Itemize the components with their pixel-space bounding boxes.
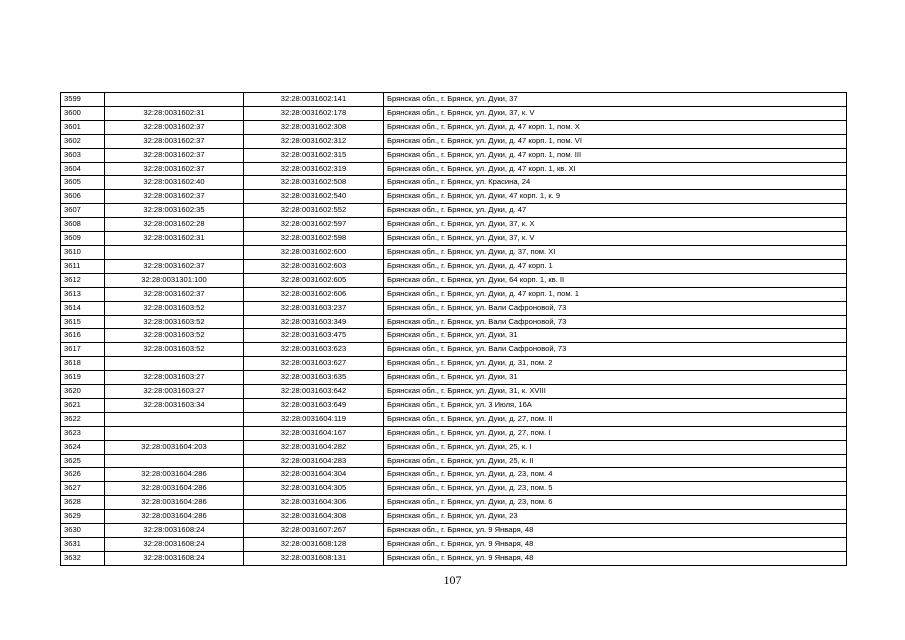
row-number-cell: 3629 xyxy=(61,510,105,524)
table-row xyxy=(61,176,847,190)
parent-cadastral-cell: 32:28:0031603:27 xyxy=(105,371,244,385)
address-cell: Брянская обл., г. Брянск, ул. Дуки, 25, к. I xyxy=(384,440,847,454)
cadastral-number-cell: 32:28:0031604:283 xyxy=(244,454,384,468)
row-number-cell: 3609 xyxy=(61,232,105,246)
address-cell: Брянская обл., г. Брянск, ул. Вали Сафроновой, 73 xyxy=(384,343,847,357)
cadastral-number-cell: 32:28:0031602:552 xyxy=(244,204,384,218)
parent-cadastral-cell: 32:28:0031608:24 xyxy=(105,538,244,552)
table-row xyxy=(61,510,847,524)
parent-cadastral-cell: 32:28:0031604:286 xyxy=(105,496,244,510)
parent-cadastral-cell: 32:28:0031604:203 xyxy=(105,440,244,454)
parent-cadastral-cell: 32:28:0031301:100 xyxy=(105,273,244,287)
row-number-cell: 3601 xyxy=(61,120,105,134)
table-row xyxy=(61,93,847,107)
cadastral-number-cell: 32:28:0031604:308 xyxy=(244,510,384,524)
row-number-cell: 3607 xyxy=(61,204,105,218)
row-number-cell: 3621 xyxy=(61,398,105,412)
row-number-cell: 3614 xyxy=(61,301,105,315)
table-row xyxy=(61,412,847,426)
address-cell: Брянская обл., г. Брянск, ул. Дуки, 37, к. X xyxy=(384,218,847,232)
address-cell: Брянская обл., г. Брянск, ул. Дуки, 37 xyxy=(384,93,847,107)
parent-cadastral-cell: 32:28:0031603:27 xyxy=(105,385,244,399)
table-row xyxy=(61,343,847,357)
row-number-cell: 3604 xyxy=(61,162,105,176)
cadastral-number-cell: 32:28:0031608:128 xyxy=(244,538,384,552)
parent-cadastral-cell xyxy=(105,412,244,426)
parent-cadastral-cell: 32:28:0031602:35 xyxy=(105,204,244,218)
address-cell: Брянская обл., г. Брянск, ул. Дуки, 31, к. XVIII xyxy=(384,385,847,399)
cadastral-number-cell: 32:28:0031602:540 xyxy=(244,190,384,204)
row-number-cell: 3602 xyxy=(61,134,105,148)
cadastral-number-cell: 32:28:0031604:305 xyxy=(244,482,384,496)
address-cell: Брянская обл., г. Брянск, ул. Дуки, 47 корп. 1, к. 9 xyxy=(384,190,847,204)
table-row xyxy=(61,148,847,162)
row-number-cell: 3619 xyxy=(61,371,105,385)
table-row xyxy=(61,273,847,287)
table-row xyxy=(61,357,847,371)
row-number-cell: 3600 xyxy=(61,106,105,120)
address-cell: Брянская обл., г. Брянск, ул. 9 Января, 48 xyxy=(384,538,847,552)
table-row xyxy=(61,329,847,343)
table-row xyxy=(61,134,847,148)
address-cell: Брянская обл., г. Брянск, ул. 3 Июля, 16А xyxy=(384,398,847,412)
address-cell: Брянская обл., г. Брянск, ул. Дуки, д. 23, пом. 6 xyxy=(384,496,847,510)
address-cell: Брянская обл., г. Брянск, ул. Дуки, д. 27, пом. II xyxy=(384,412,847,426)
address-cell: Брянская обл., г. Брянск, ул. 9 Января, 48 xyxy=(384,551,847,565)
row-number-cell: 3608 xyxy=(61,218,105,232)
parent-cadastral-cell xyxy=(105,357,244,371)
table-row xyxy=(61,468,847,482)
cadastral-number-cell: 32:28:0031602:141 xyxy=(244,93,384,107)
address-cell: Брянская обл., г. Брянск, ул. Дуки, 31 xyxy=(384,329,847,343)
parent-cadastral-cell: 32:28:0031602:37 xyxy=(105,259,244,273)
cadastral-number-cell: 32:28:0031602:312 xyxy=(244,134,384,148)
parent-cadastral-cell: 32:28:0031603:34 xyxy=(105,398,244,412)
address-cell: Брянская обл., г. Брянск, ул. Дуки, д. 47 корп. 1, пом. X xyxy=(384,120,847,134)
parent-cadastral-cell: 32:28:0031603:52 xyxy=(105,343,244,357)
row-number-cell: 3599 xyxy=(61,93,105,107)
parent-cadastral-cell: 32:28:0031604:286 xyxy=(105,468,244,482)
parent-cadastral-cell: 32:28:0031602:37 xyxy=(105,287,244,301)
table-row xyxy=(61,426,847,440)
row-number-cell: 3630 xyxy=(61,524,105,538)
page-number: 107 xyxy=(443,573,462,587)
cadastral-number-cell: 32:28:0031604:119 xyxy=(244,412,384,426)
cadastral-number-cell: 32:28:0031603:623 xyxy=(244,343,384,357)
table-row xyxy=(61,496,847,510)
table-row xyxy=(61,371,847,385)
address-cell: Брянская обл., г. Брянск, ул. 9 Января, 48 xyxy=(384,524,847,538)
row-number-cell: 3631 xyxy=(61,538,105,552)
parent-cadastral-cell xyxy=(105,426,244,440)
cadastral-number-cell: 32:28:0031603:649 xyxy=(244,398,384,412)
row-number-cell: 3610 xyxy=(61,245,105,259)
address-cell: Брянская обл., г. Брянск, ул. Дуки, 25, к. II xyxy=(384,454,847,468)
row-number-cell: 3613 xyxy=(61,287,105,301)
row-number-cell: 3623 xyxy=(61,426,105,440)
row-number-cell: 3612 xyxy=(61,273,105,287)
parent-cadastral-cell: 32:28:0031602:37 xyxy=(105,162,244,176)
address-cell: Брянская обл., г. Брянск, ул. Дуки, д. 47 корп. 1, пом. VI xyxy=(384,134,847,148)
table-row xyxy=(61,315,847,329)
row-number-cell: 3605 xyxy=(61,176,105,190)
address-cell: Брянская обл., г. Брянск, ул. Дуки, д. 23, пом. 5 xyxy=(384,482,847,496)
table-row xyxy=(61,301,847,315)
address-cell: Брянская обл., г. Брянск, ул. Дуки, 37, к. V xyxy=(384,232,847,246)
parent-cadastral-cell: 32:28:0031603:52 xyxy=(105,315,244,329)
table-row xyxy=(61,398,847,412)
cadastral-number-cell: 32:28:0031602:308 xyxy=(244,120,384,134)
parent-cadastral-cell xyxy=(105,454,244,468)
table-row xyxy=(61,245,847,259)
cadastral-number-cell: 32:28:0031602:319 xyxy=(244,162,384,176)
cadastral-number-cell: 32:28:0031603:237 xyxy=(244,301,384,315)
cadastral-number-cell: 32:28:0031603:349 xyxy=(244,315,384,329)
parent-cadastral-cell: 32:28:0031602:31 xyxy=(105,106,244,120)
cadastral-number-cell: 32:28:0031602:178 xyxy=(244,106,384,120)
row-number-cell: 3620 xyxy=(61,385,105,399)
address-cell: Брянская обл., г. Брянск, ул. Дуки, 31 xyxy=(384,371,847,385)
address-cell: Брянская обл., г. Брянск, ул. Дуки, д. 27, пом. I xyxy=(384,426,847,440)
row-number-cell: 3624 xyxy=(61,440,105,454)
row-number-cell: 3617 xyxy=(61,343,105,357)
table-row xyxy=(61,106,847,120)
property-table xyxy=(60,92,847,566)
cadastral-number-cell: 32:28:0031603:642 xyxy=(244,385,384,399)
cadastral-number-cell: 32:28:0031602:606 xyxy=(244,287,384,301)
table-row xyxy=(61,440,847,454)
address-cell: Брянская обл., г. Брянск, ул. Вали Сафроновой, 73 xyxy=(384,315,847,329)
table-row xyxy=(61,385,847,399)
address-cell: Брянская обл., г. Брянск, ул. Дуки, д. 31, пом. 2 xyxy=(384,357,847,371)
address-cell: Брянская обл., г. Брянск, ул. Дуки, 23 xyxy=(384,510,847,524)
parent-cadastral-cell: 32:28:0031602:37 xyxy=(105,148,244,162)
cadastral-number-cell: 32:28:0031602:597 xyxy=(244,218,384,232)
parent-cadastral-cell: 32:28:0031602:28 xyxy=(105,218,244,232)
parent-cadastral-cell: 32:28:0031608:24 xyxy=(105,551,244,565)
cadastral-number-cell: 32:28:0031607:267 xyxy=(244,524,384,538)
cadastral-number-cell: 32:28:0031602:508 xyxy=(244,176,384,190)
cadastral-number-cell: 32:28:0031602:603 xyxy=(244,259,384,273)
parent-cadastral-cell: 32:28:0031602:37 xyxy=(105,190,244,204)
table-row xyxy=(61,259,847,273)
address-cell: Брянская обл., г. Брянск, ул. Дуки, д. 47 корп. 1, пом. III xyxy=(384,148,847,162)
table-row xyxy=(61,162,847,176)
row-number-cell: 3603 xyxy=(61,148,105,162)
table-row xyxy=(61,218,847,232)
cadastral-number-cell: 32:28:0031603:635 xyxy=(244,371,384,385)
cadastral-number-cell: 32:28:0031604:282 xyxy=(244,440,384,454)
address-cell: Брянская обл., г. Брянск, ул. Дуки, д. 23, пом. 4 xyxy=(384,468,847,482)
cadastral-number-cell: 32:28:0031602:600 xyxy=(244,245,384,259)
parent-cadastral-cell: 32:28:0031602:37 xyxy=(105,120,244,134)
parent-cadastral-cell xyxy=(105,245,244,259)
row-number-cell: 3606 xyxy=(61,190,105,204)
cadastral-number-cell: 32:28:0031604:306 xyxy=(244,496,384,510)
parent-cadastral-cell: 32:28:0031602:37 xyxy=(105,134,244,148)
row-number-cell: 3618 xyxy=(61,357,105,371)
address-cell: Брянская обл., г. Брянск, ул. Дуки, д. 47 корп. 1 xyxy=(384,259,847,273)
table-row xyxy=(61,551,847,565)
row-number-cell: 3626 xyxy=(61,468,105,482)
table-row xyxy=(61,538,847,552)
parent-cadastral-cell: 32:28:0031608:24 xyxy=(105,524,244,538)
table-row xyxy=(61,482,847,496)
cadastral-number-cell: 32:28:0031603:475 xyxy=(244,329,384,343)
cadastral-number-cell: 32:28:0031602:598 xyxy=(244,232,384,246)
parent-cadastral-cell: 32:28:0031604:286 xyxy=(105,510,244,524)
parent-cadastral-cell: 32:28:0031602:40 xyxy=(105,176,244,190)
row-number-cell: 3625 xyxy=(61,454,105,468)
address-cell: Брянская обл., г. Брянск, ул. Дуки, 37, к. V xyxy=(384,106,847,120)
table-row xyxy=(61,204,847,218)
row-number-cell: 3616 xyxy=(61,329,105,343)
parent-cadastral-cell: 32:28:0031602:31 xyxy=(105,232,244,246)
cadastral-number-cell: 32:28:0031604:304 xyxy=(244,468,384,482)
parent-cadastral-cell: 32:28:0031603:52 xyxy=(105,329,244,343)
row-number-cell: 3627 xyxy=(61,482,105,496)
table-row xyxy=(61,232,847,246)
row-number-cell: 3611 xyxy=(61,259,105,273)
address-cell: Брянская обл., г. Брянск, ул. Дуки, 64 корп. 1, кв. II xyxy=(384,273,847,287)
table-body xyxy=(61,93,847,566)
cadastral-number-cell: 32:28:0031604:167 xyxy=(244,426,384,440)
parent-cadastral-cell: 32:28:0031604:286 xyxy=(105,482,244,496)
address-cell: Брянская обл., г. Брянск, ул. Дуки, д. 47 корп. 1, кв. XI xyxy=(384,162,847,176)
row-number-cell: 3628 xyxy=(61,496,105,510)
cadastral-number-cell: 32:28:0031603:627 xyxy=(244,357,384,371)
row-number-cell: 3615 xyxy=(61,315,105,329)
address-cell: Брянская обл., г. Брянск, ул. Красина, 24 xyxy=(384,176,847,190)
address-cell: Брянская обл., г. Брянск, ул. Дуки, д. 47 корп. 1, пом. 1 xyxy=(384,287,847,301)
address-cell: Брянская обл., г. Брянск, ул. Дуки, д. 37, пом. XI xyxy=(384,245,847,259)
table-row xyxy=(61,524,847,538)
cadastral-number-cell: 32:28:0031608:131 xyxy=(244,551,384,565)
parent-cadastral-cell: 32:28:0031603:52 xyxy=(105,301,244,315)
table-row xyxy=(61,190,847,204)
address-cell: Брянская обл., г. Брянск, ул. Вали Сафроновой, 73 xyxy=(384,301,847,315)
row-number-cell: 3622 xyxy=(61,412,105,426)
row-number-cell: 3632 xyxy=(61,551,105,565)
table-row xyxy=(61,287,847,301)
table-row xyxy=(61,120,847,134)
cadastral-number-cell: 32:28:0031602:315 xyxy=(244,148,384,162)
cadastral-number-cell: 32:28:0031602:605 xyxy=(244,273,384,287)
table-row xyxy=(61,454,847,468)
address-cell: Брянская обл., г. Брянск, ул. Дуки, д. 47 xyxy=(384,204,847,218)
parent-cadastral-cell xyxy=(105,93,244,107)
